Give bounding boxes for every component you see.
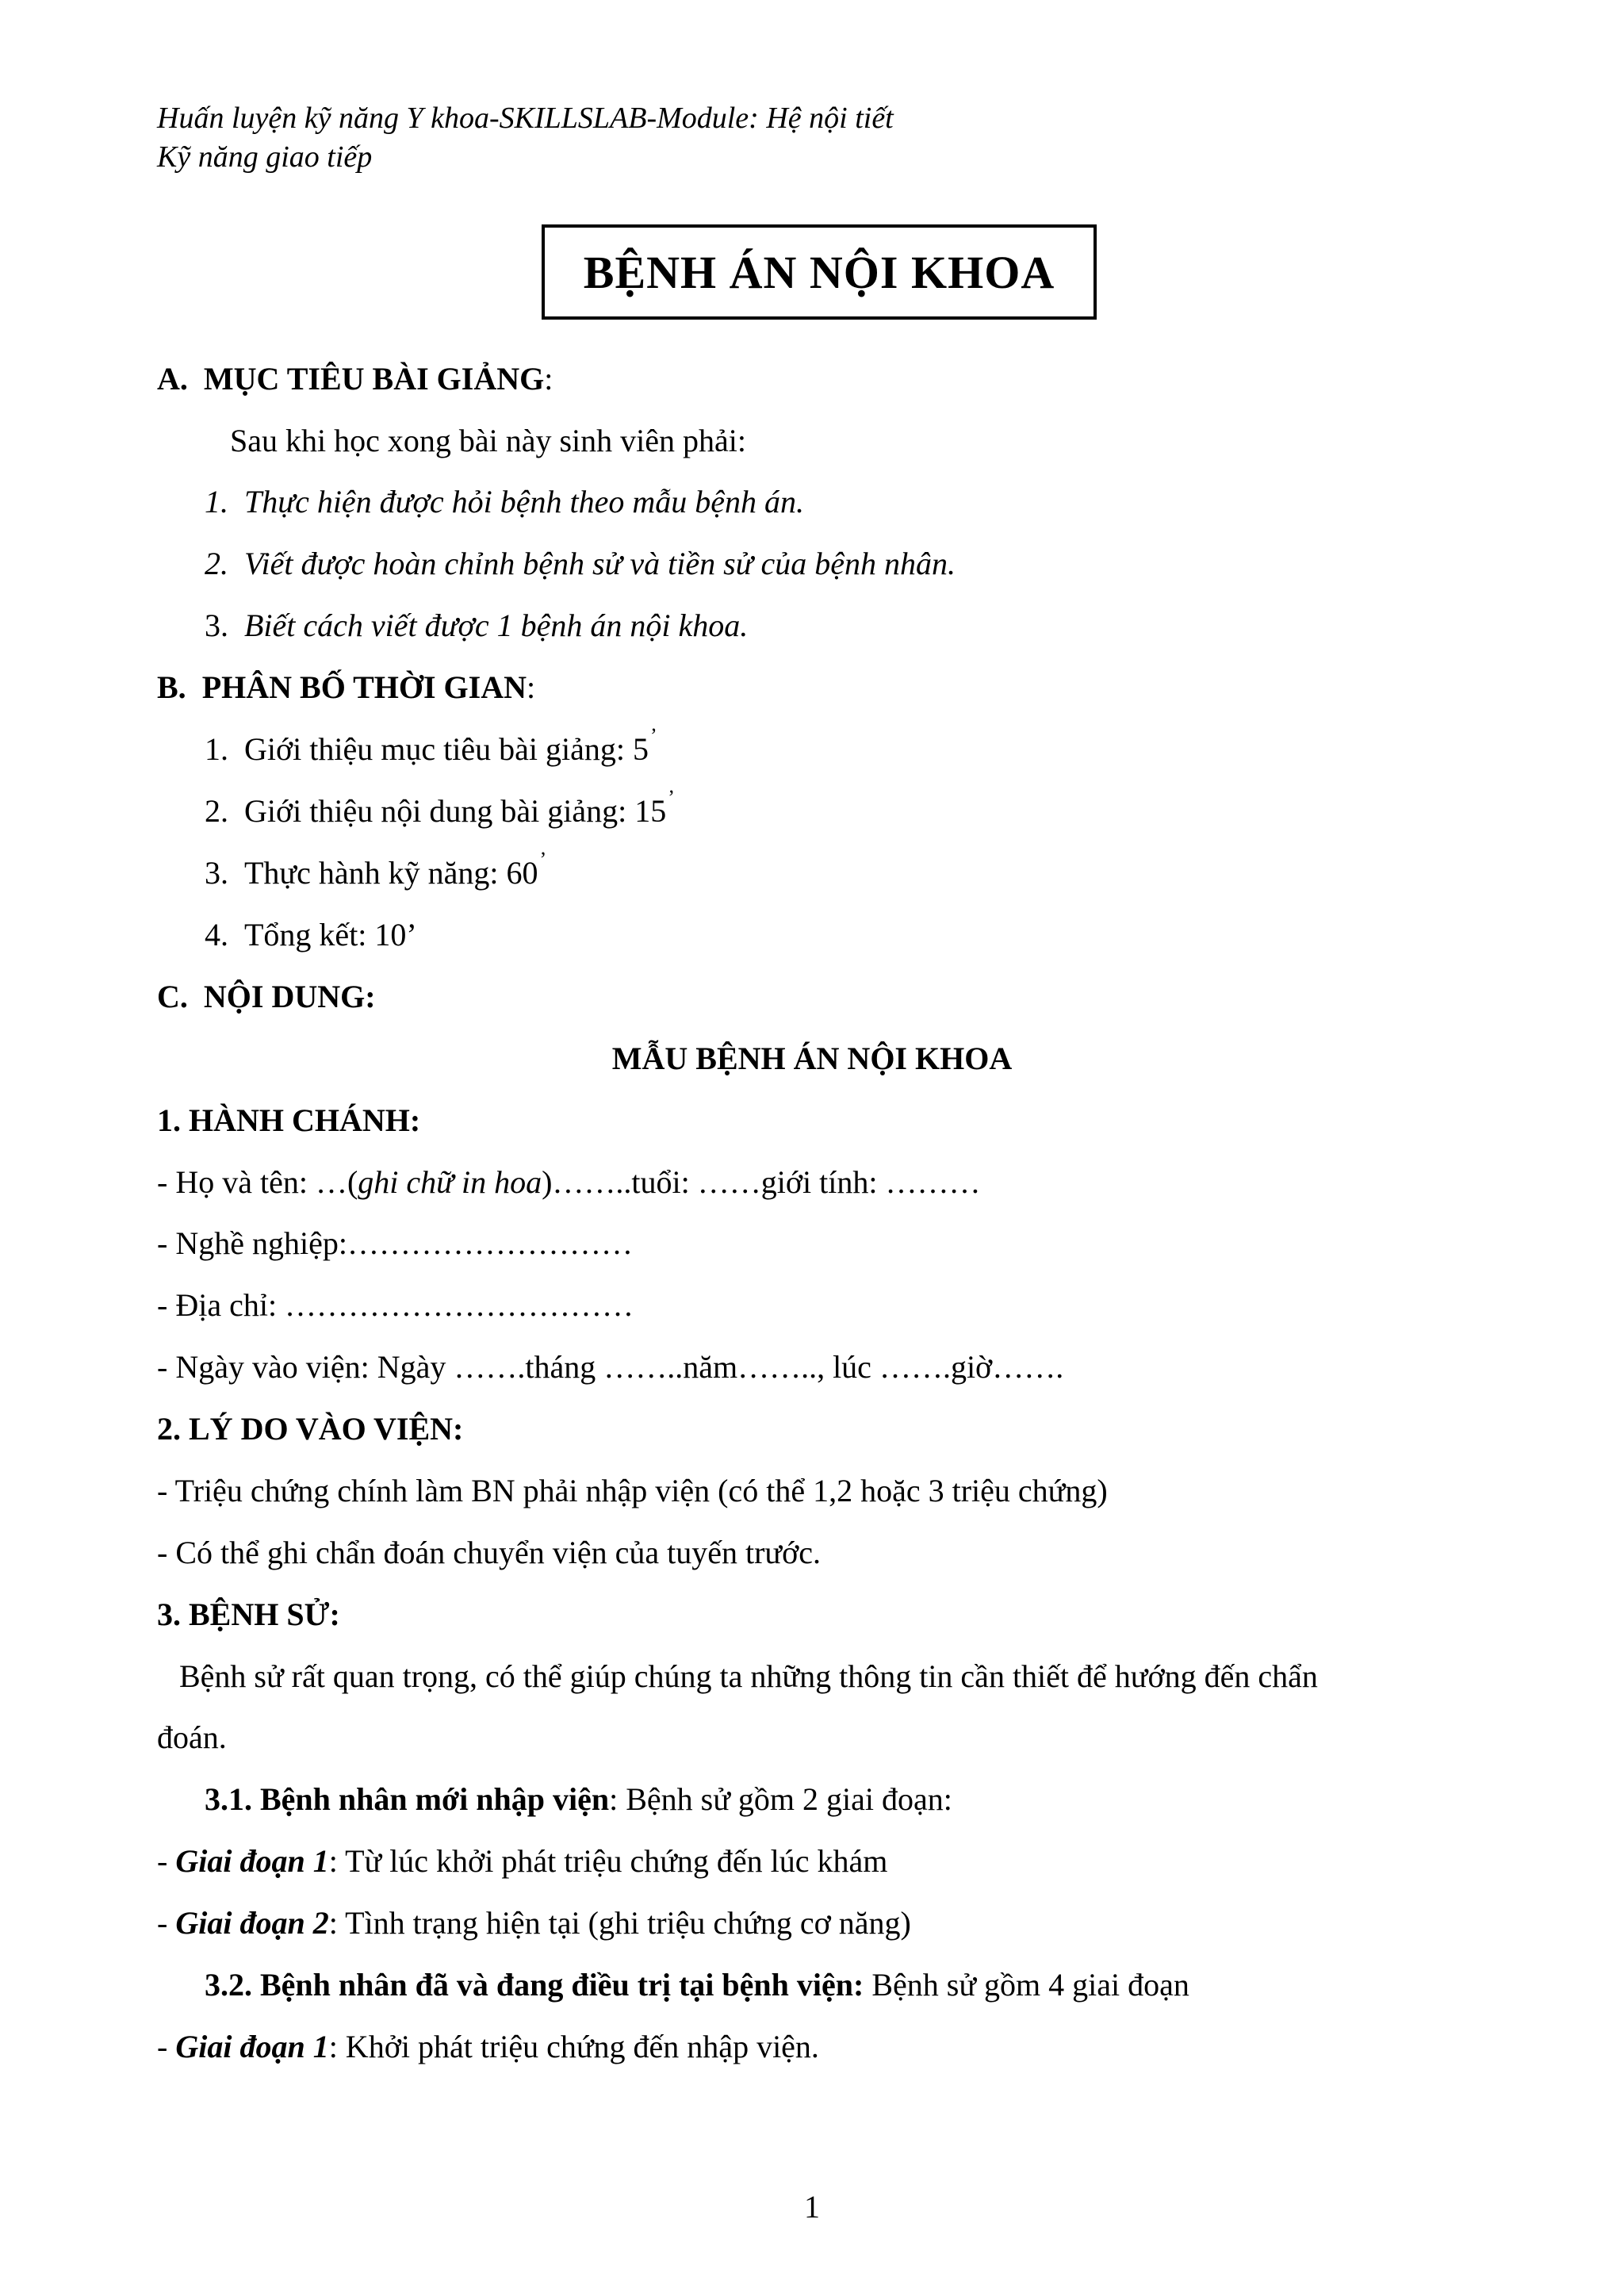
section-a-heading bbox=[157, 359, 553, 399]
section-b-item-4: 4. Tổng kết: 10’ bbox=[205, 917, 417, 953]
section-b-item-3: 3. Thực hành kỹ năng: 60’ bbox=[205, 848, 547, 891]
field-occupation: - Nghề nghiệp:……………………… bbox=[157, 1225, 633, 1261]
section-b-heading bbox=[157, 668, 535, 707]
section-a-item-1: 1. Thực hiện được hỏi bệnh theo mẫu bệnh án. bbox=[205, 484, 804, 519]
section-c-heading bbox=[157, 977, 376, 1017]
subsection-3-1: 3.1. Bệnh nhân mới nhập viện: Bệnh sử gồm 2 giai đoạn: bbox=[205, 1781, 952, 1817]
header-line-1: Huấn luyện kỹ năng Y khoa-SKILLSLAB-Module: Hệ nội tiết bbox=[157, 102, 894, 135]
section-a-colon: : bbox=[544, 361, 553, 397]
section-b-colon: : bbox=[527, 669, 536, 705]
part-3-paragraph-line-1: Bệnh sử rất quan trọng, có thể giúp chúng ta những thông tin cần thiết để hướng đến chẩn bbox=[179, 1658, 1318, 1694]
section-c-label: C. bbox=[157, 979, 188, 1014]
subsection-3-1-item-1: - Giai đoạn 1: Từ lúc khởi phát triệu chứng đến lúc khám bbox=[157, 1843, 888, 1879]
section-a-label: A. bbox=[157, 361, 188, 397]
subsection-3-1-item-2: - Giai đoạn 2: Tình trạng hiện tại (ghi triệu chứng cơ năng) bbox=[157, 1905, 911, 1941]
part-3-paragraph-line-2: đoán. bbox=[157, 1719, 227, 1755]
subsection-3-2-item-1: - Giai đoạn 1: Khởi phát triệu chứng đến nhập viện. bbox=[157, 2029, 819, 2064]
form-subtitle: MẪU BỆNH ÁN NỘI KHOA bbox=[611, 1041, 1013, 1076]
part-2-heading: 2. LÝ DO VÀO VIỆN: bbox=[157, 1411, 464, 1447]
section-b-label: B. bbox=[157, 669, 186, 705]
section-a-intro: Sau khi học xong bài này sinh viên phải: bbox=[230, 423, 747, 458]
section-c-title: NỘI DUNG: bbox=[203, 979, 376, 1014]
field-full-name: - Họ và tên: …(ghi chữ in hoa)……..tuổi: ……giới tính: ……… bbox=[157, 1164, 981, 1200]
title-box bbox=[542, 224, 1097, 320]
part-1-heading: 1. HÀNH CHÁNH: bbox=[157, 1102, 421, 1138]
section-b-title: PHÂN BỐ THỜI GIAN bbox=[201, 669, 527, 705]
part-2-line-2: - Có thể ghi chẩn đoán chuyển viện của tuyến trước. bbox=[157, 1535, 822, 1570]
section-a-title: MỤC TIÊU BÀI GIẢNG bbox=[203, 361, 545, 397]
field-address: - Địa chỉ: …………………………… bbox=[157, 1287, 634, 1323]
section-a-item-3: 3. Biết cách viết được 1 bệnh án nội khoa. bbox=[205, 608, 749, 643]
part-2-line-1: - Triệu chứng chính làm BN phải nhập viện (có thể 1,2 hoặc 3 triệu chứng) bbox=[157, 1473, 1108, 1508]
page-number: 1 bbox=[804, 2189, 820, 2225]
header-line-2: Kỹ năng giao tiếp bbox=[157, 140, 373, 174]
section-b-item-2: 2. Giới thiệu nội dung bài giảng: 15’ bbox=[205, 786, 675, 829]
subsection-3-2: 3.2. Bệnh nhân đã và đang điều trị tại bệnh viện: Bệnh sử gồm 4 giai đoạn bbox=[205, 1967, 1189, 2003]
section-b-item-1: 1. Giới thiệu mục tiêu bài giảng: 5’ bbox=[205, 724, 657, 767]
document-title: BỆNH ÁN NỘI KHOA bbox=[583, 246, 1055, 298]
part-3-heading: 3. BỆNH SỬ: bbox=[157, 1596, 340, 1632]
section-a-item-2: 2. Viết được hoàn chỉnh bệnh sử và tiền sử của bệnh nhân. bbox=[205, 546, 956, 581]
field-admission-date: - Ngày vào viện: Ngày …….tháng ……..năm…….., lúc …….giờ……. bbox=[157, 1349, 1064, 1385]
